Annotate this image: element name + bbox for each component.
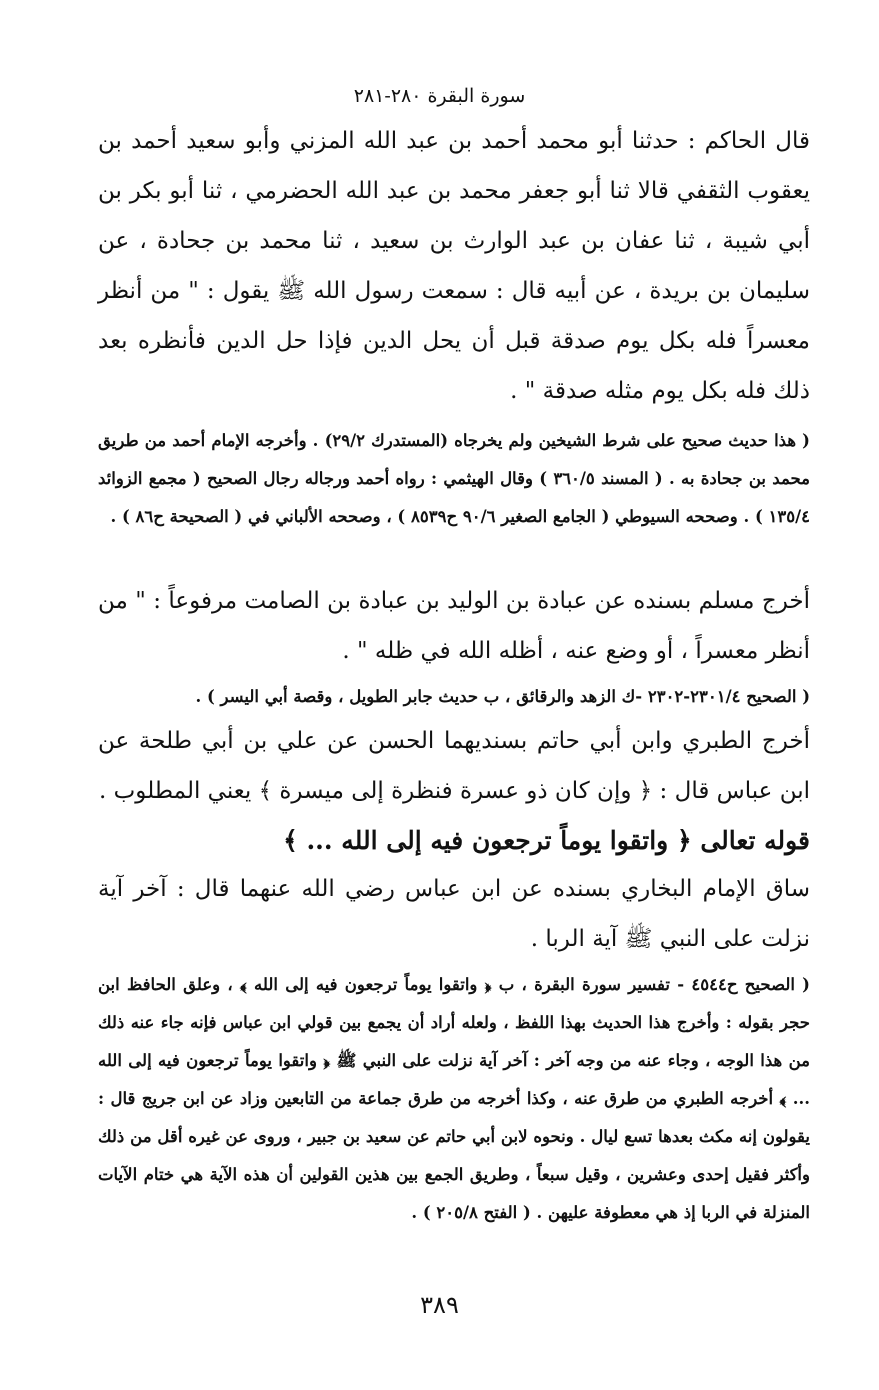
- footnote-takhrij-3: ( الصحيح ح٤٥٤٤ - تفسير سورة البقرة ، ب ﴿ واتقوا يوماً ترجعون فيه إلى الله ﴾ ، وعلق الحافظ ابن حجر بقوله : وأخرج هذا الحديث بهذا اللفظ ، ولعله أراد أن يجمع بين قولي ابن عباس فإنه جاء عنه ذلك من هذا الوجه ، وجاء عنه من وجه آخر : آخر آية نزلت على النبي ﷺ ﴿ واتقوا يوماً ترجعون فيه إلى الله ... ﴾ أخرجه الطبري من طرق عنه ، وكذا أخرجه من طرق جماعة من التابعين وزاد عن ابن جريج قال : يقولون إنه مكث بعدها تسع ليال . ونحوه لابن أبي حاتم عن سعيد بن جبير ، وروى عن غيره أقل من ذلك وأكثر فقيل إحدى وعشرين ، وقيل سبعاً ، وطريق الجمع بين هذين القولين أن هذه الآية هي ختام الآيات المنزلة في الربا إذ هي معطوفة عليهن . ( الفتح ٢٠٥/٨ ) .: [98, 975, 810, 1222]
- footnote-takhrij-1: ( هذا حديث صحيح على شرط الشيخين ولم يخرجاه (المستدرك ٢٩/٢) . وأخرجه الإمام أحمد من طريق محمد بن جحادة به . ( المسند ٣٦٠/٥ ) وقال الهيثمي : رواه أحمد ورجاله رجال الصحيح ( مجمع الزوائد ١٣٥/٤ ) . وصححه السيوطي ( الجامع الصغير ٩٠/٦ ح٨٥٣٩ ) ، وصححه الألباني في ( الصحيحة ح٨٦ ) .: [98, 431, 810, 526]
- body-paragraph-muslim-narration: أخرج مسلم بسنده عن عبادة بن الوليد بن عبادة بن الصامت مرفوعاً : " من أنظر معسراً ، أو وضع عنه ، أظله الله في ظله " .: [98, 588, 810, 664]
- running-header: سورة البقرة ٢٨٠-٢٨١: [353, 85, 526, 107]
- page-number: ٣٨٩: [420, 1291, 459, 1319]
- body-paragraph-bukhari-narration: ساق الإمام البخاري بسنده عن ابن عباس رضي الله عنهما قال : آخر آية نزلت على النبي ﷺ آية الربا .: [98, 876, 810, 952]
- body-paragraph-tabari-narration: أخرج الطبري وابن أبي حاتم بسنديهما الحسن عن علي بن أبي طلحة عن ابن عباس قال : ﴿ وإن كان ذو عسرة فنظرة إلى ميسرة ﴾ يعني المطلوب .: [98, 728, 810, 804]
- footnote-takhrij-2: ( الصحيح ٢٣٠١/٤-٢٣٠٢ -ك الزهد والرقائق ، ب حديث جابر الطويل ، وقصة أبي اليسر ) .: [195, 687, 810, 706]
- body-paragraph-hakim-narration: قال الحاكم : حدثنا أبو محمد أحمد بن عبد الله المزني وأبو سعيد أحمد بن يعقوب الثقفي قالا ثنا أبو جعفر محمد بن عبد الله الحضرمي ، ثنا أبو بكر بن أبي شيبة ، ثنا عفان بن عبد الوارث بن سعيد ، ثنا محمد بن جحادة ، عن سليمان بن بريدة ، عن أبيه قال : سمعت رسول الله ﷺ يقول : " من أنظر معسراً فله بكل يوم صدقة قبل أن يحل الدين فإذا حل الدين فأنظره بعد ذلك فله بكل يوم مثله صدقة " .: [98, 128, 810, 404]
- verse-heading: قوله تعالى ﴿ واتقوا يوماً ترجعون فيه إلى الله ... ﴾: [283, 826, 810, 855]
